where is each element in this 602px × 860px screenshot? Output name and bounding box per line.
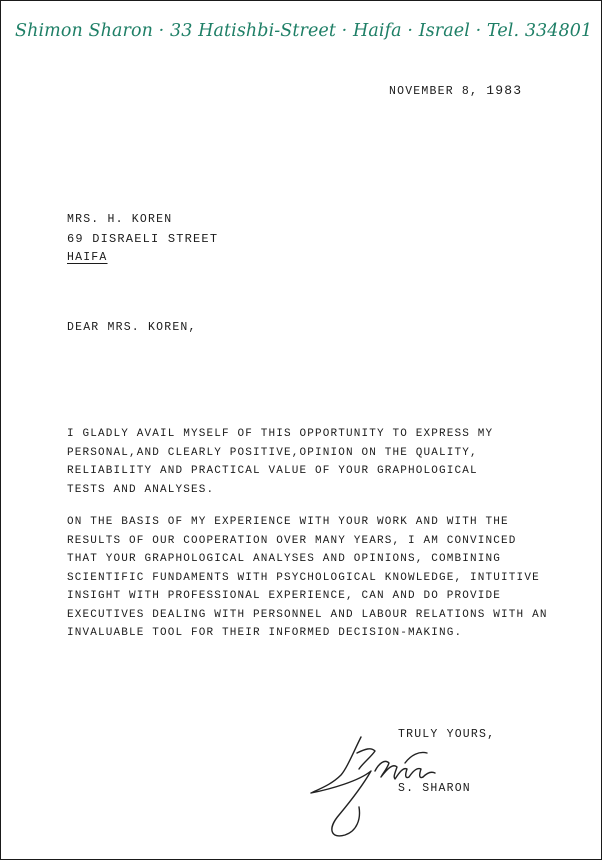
body-paragraph-2 (67, 513, 548, 643)
paragraph-line: INVALUABLE TOOL FOR THEIR INFORMED DECISION-MAKING. (67, 627, 463, 639)
paragraph-line: TESTS AND ANALYSES. (67, 483, 215, 496)
letter-date (389, 83, 522, 98)
body-paragraph-1 (67, 425, 493, 499)
paragraph-line: THAT YOUR GRAPHOLOGICAL ANALYSES AND OPINIONS, COMBINING (67, 553, 502, 565)
recipient-name: MRS. H. KOREN (67, 213, 173, 226)
paragraph-line: ON THE BASIS OF MY EXPERIENCE WITH YOUR WORK AND WITH THE (67, 516, 509, 528)
paragraph-line: RELIABILITY AND PRACTICAL VALUE OF YOUR GRAPHOLOGICAL (67, 465, 478, 477)
paragraph-line: RESULTS OF OUR COOPERATION OVER MANY YEARS, I AM CONVINCED (67, 534, 517, 547)
paragraph-line: PERSONAL,AND CLEARLY POSITIVE,OPINION ON THE QUALITY, (67, 446, 478, 459)
letterhead: Shimon Sharon · 33 Hatishbi-Street · Haifa · Israel · Tel. 334801 (15, 21, 593, 41)
salutation: DEAR MRS. KOREN, (67, 321, 197, 334)
paragraph-line: INSIGHT WITH PROFESSIONAL EXPERIENCE, CAN AND DO PROVIDE (67, 590, 502, 602)
paragraph-line: EXECUTIVES DEALING WITH PERSONNEL AND LABOUR RELATIONS WITH AN (67, 608, 548, 621)
recipient-city: HAIFA (67, 251, 108, 264)
date-month-day: NOVEMBER 8, (389, 85, 479, 98)
paragraph-line: SCIENTIFIC FUNDAMENTS WITH PSYCHOLOGICAL KNOWLEDGE, INTUITIVE (67, 571, 540, 584)
paragraph-line: I GLADLY AVAIL MYSELF OF THIS OPPORTUNITY TO EXPRESS MY (67, 428, 494, 440)
recipient-street: 69 DISRAELI STREET (67, 232, 219, 246)
signer-name: S. SHARON (398, 782, 471, 795)
closing: TRULY YOURS, (398, 728, 496, 741)
date-year: 1983 (486, 83, 523, 98)
